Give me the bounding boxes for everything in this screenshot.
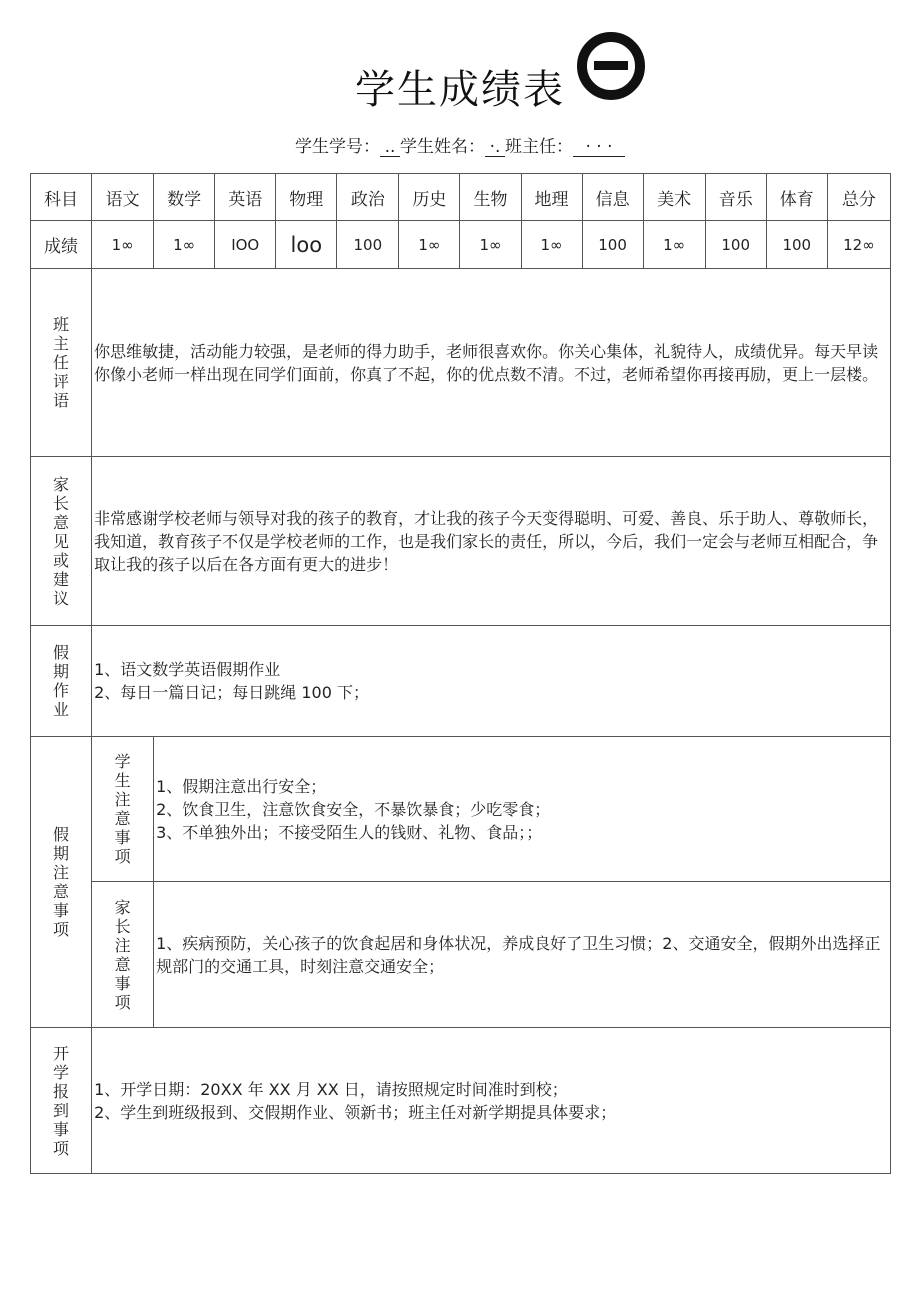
label-char: 家: [114, 897, 131, 917]
label-char: 议: [53, 588, 70, 608]
school-start-label: [31, 1028, 92, 1174]
teacher-value: · · ·: [573, 138, 625, 157]
header-cell: 音乐: [705, 174, 766, 221]
label-char: 学: [114, 752, 131, 771]
header-cell: 体育: [766, 174, 827, 221]
label-char: 假: [53, 825, 70, 844]
theta-mark-icon: [575, 30, 647, 102]
score-cell: 1∞: [399, 221, 460, 269]
label-char: 项: [53, 920, 70, 939]
label-char: 开: [53, 1043, 70, 1063]
label-char: 注: [53, 863, 70, 882]
teacher-label: 班主任：: [505, 137, 573, 157]
label-char: 长: [114, 916, 131, 936]
homework-line: 2、每日一篇日记；每日跳绳 100 下；: [94, 683, 369, 702]
holiday-notes-label: [31, 737, 92, 1028]
label-char: 评: [53, 372, 70, 391]
parent-notes-text: [154, 882, 891, 1028]
label-char: 事: [53, 1119, 70, 1139]
score-cell: 1∞: [643, 221, 705, 269]
label-char: 注: [114, 935, 131, 955]
teacher-comment-row: [31, 269, 891, 457]
score-cell: loo: [276, 221, 337, 269]
label-char: 项: [114, 992, 131, 1012]
parent-opinion-body: 非常感谢学校老师与领导对我的孩子的教育，才让我的孩子今天变得聪明、可爱、善良、乐于助人、尊敬师长，我知道，教育孩子不仅是学校老师的工作，也是我们家长的责任，所以，今后，我们一定会与老师互相配合，争取让我的孩子以后在各方面有更大的进步！: [94, 508, 879, 574]
student-notes-text: [154, 737, 891, 882]
score-cell: 1∞: [154, 221, 215, 269]
score-cell: IOO: [215, 221, 276, 269]
label-char: 假: [53, 643, 70, 662]
student-no-label: 学生学号：: [295, 137, 380, 157]
homework-line: 1、语文数学英语假期作业: [94, 660, 281, 679]
label-char: 主: [53, 334, 70, 353]
subject-header-row: [31, 174, 891, 221]
report-table: [30, 173, 891, 1174]
teacher-comment-body: 你思维敏捷，活动能力较强，是老师的得力助手，老师很喜欢你。你关心集体，礼貌待人，成绩优异。每天早读你像小老师一样出现在同学们面前，你真了不起，你的优点数不清。不过，老师希望你再接再励，更上一层楼。: [94, 341, 879, 384]
holiday-homework-text: [92, 626, 891, 737]
label-char: 注: [114, 790, 131, 809]
label-char: 到: [53, 1100, 70, 1120]
holiday-homework-row: [31, 626, 891, 737]
label-char: 业: [53, 700, 70, 719]
label-char: 意: [53, 512, 70, 532]
student-info-line: [0, 132, 920, 157]
label-char: 或: [53, 550, 70, 570]
teacher-comment-label: [31, 269, 92, 457]
school-start-text: [92, 1028, 891, 1174]
label-char: 建: [53, 569, 70, 589]
label-char: 事: [53, 901, 70, 920]
label-char: 长: [53, 493, 70, 513]
header-cell: 生物: [460, 174, 521, 221]
score-cell: 1∞: [460, 221, 521, 269]
header-cell: 地理: [521, 174, 582, 221]
label-char: 期: [53, 662, 70, 681]
label-char: 生: [114, 771, 131, 790]
label-char: 意: [114, 954, 131, 974]
label-char: 事: [114, 828, 131, 847]
header-cell: 美术: [643, 174, 705, 221]
student-name-value: ·.: [485, 138, 505, 157]
score-cell: 100: [337, 221, 399, 269]
label-char: 项: [114, 847, 131, 866]
label-char: 班: [53, 315, 70, 334]
student-notes-label: [92, 737, 154, 882]
label-char: 意: [114, 809, 131, 828]
header-cell: 政治: [337, 174, 399, 221]
label-char: 见: [53, 531, 70, 551]
school-start-line: 1、开学日期：20XX 年 XX 月 XX 日，请按照规定时间准时到校；: [94, 1079, 568, 1099]
parent-opinion-text: [92, 457, 891, 626]
parent-notes-label: [92, 882, 154, 1028]
score-cell: 100: [766, 221, 827, 269]
student-name-label: 学生姓名：: [400, 137, 485, 157]
score-label: 成绩: [31, 221, 92, 269]
header-cell: 英语: [215, 174, 276, 221]
score-cell: 1∞: [92, 221, 154, 269]
label-char: 任: [53, 353, 70, 372]
teacher-comment-text: [92, 269, 891, 457]
parent-notes-row: [31, 882, 891, 1028]
header-cell: 数学: [154, 174, 215, 221]
score-cell: 100: [705, 221, 766, 269]
header-cell: 科目: [31, 174, 92, 221]
score-cell: 1∞: [521, 221, 582, 269]
parent-notes-body: 1、疾病预防，关心孩子的饮食起居和身体状况，养成良好了卫生习惯；2、交通安全，假期外出选择正规部门的交通工具，时刻注意交通安全；: [156, 933, 881, 976]
score-row: [31, 221, 891, 269]
label-char: 意: [53, 882, 70, 901]
label-char: 期: [53, 844, 70, 863]
parent-opinion-label: [31, 457, 92, 626]
label-char: 报: [53, 1081, 70, 1101]
score-cell: 12∞: [827, 221, 890, 269]
student-note-line: 2、饮食卫生，注意饮食安全，不暴饮暴食；少吃零食；: [156, 799, 551, 819]
score-cell: 100: [582, 221, 643, 269]
header-cell: 总分: [827, 174, 890, 221]
student-note-line: 1、假期注意出行安全；: [156, 776, 327, 796]
header-cell: 语文: [92, 174, 154, 221]
student-no-value: ..: [380, 138, 400, 157]
label-char: 作: [53, 681, 70, 700]
label-char: 事: [114, 973, 131, 993]
student-note-line: 3、不单独外出；不接受陌生人的钱财、礼物、食品；；: [156, 822, 543, 842]
parent-opinion-row: [31, 457, 891, 626]
header-cell: 信息: [582, 174, 643, 221]
label-char: 学: [53, 1062, 70, 1082]
label-char: 项: [53, 1138, 70, 1158]
label-char: 家: [53, 474, 70, 494]
page-title: 学生成绩表: [355, 67, 565, 113]
header-cell: 历史: [399, 174, 460, 221]
school-start-line: 2、学生到班级报到、交假期作业、领新书；班主任对新学期提具体要求；: [94, 1102, 617, 1122]
holiday-homework-label: [31, 626, 92, 737]
header-cell: 物理: [276, 174, 337, 221]
school-start-row: [31, 1028, 891, 1174]
student-notes-row: [31, 737, 891, 882]
label-char: 语: [53, 391, 70, 410]
